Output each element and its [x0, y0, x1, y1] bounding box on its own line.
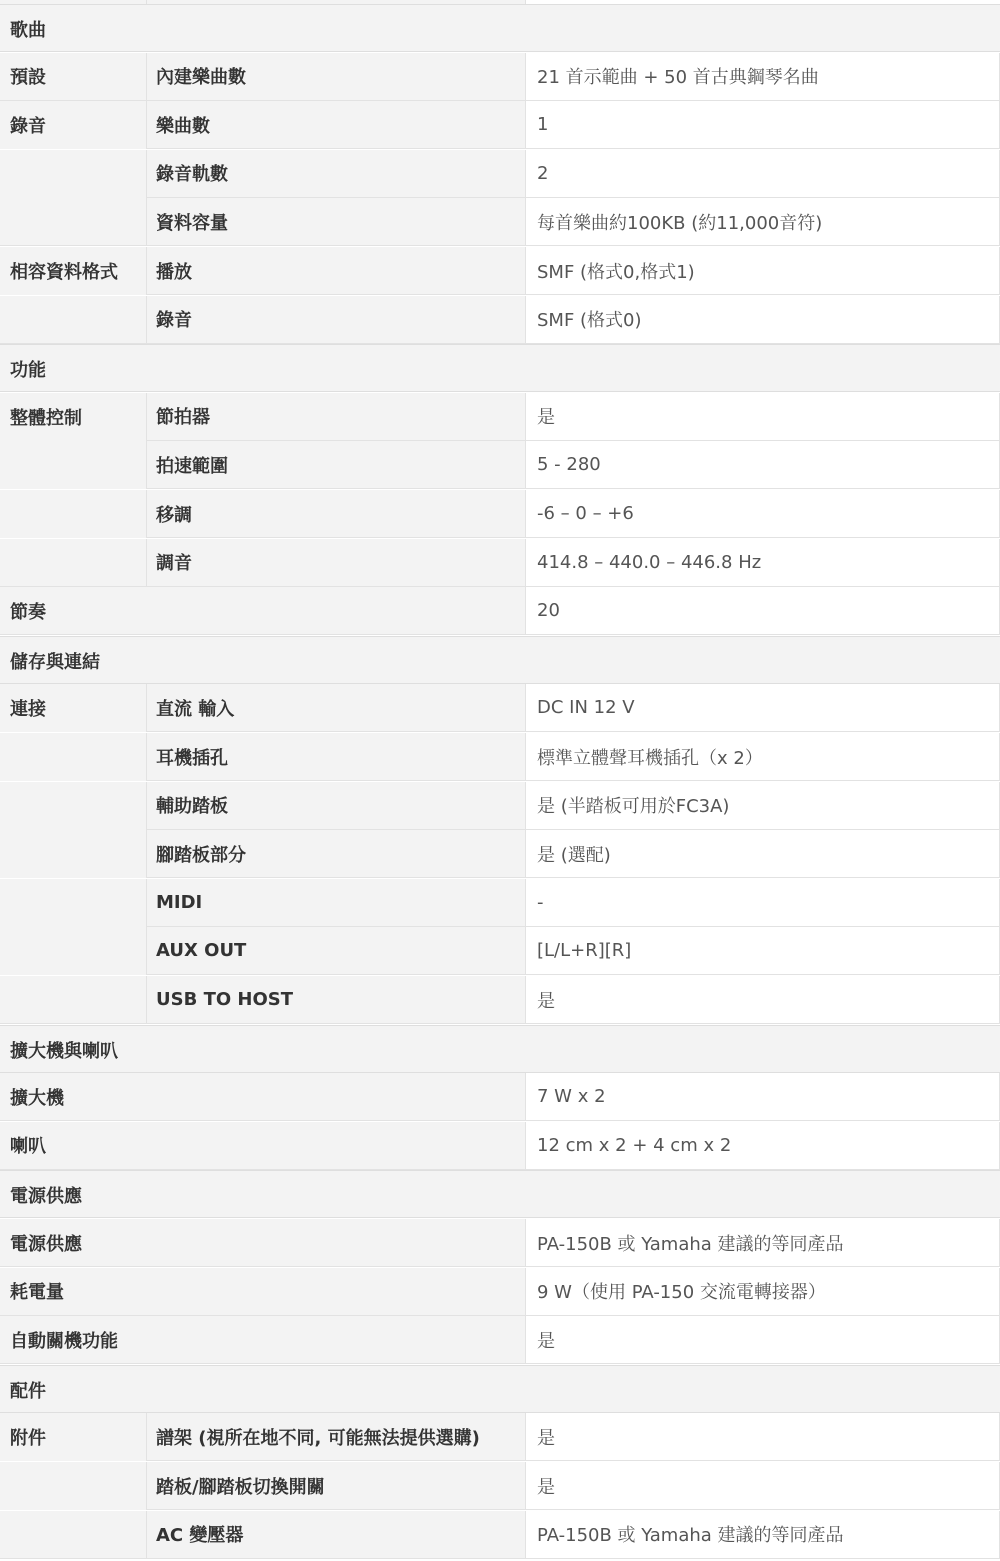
section-header [0, 1025, 1000, 1073]
spec-label: 拍速範圍 [147, 441, 526, 489]
table-row [0, 490, 1000, 538]
spec-value: 是 (半踏板可用於FC3A) [526, 782, 1000, 830]
section-header [0, 636, 1000, 684]
spec-value: 20 [526, 587, 1000, 635]
spec-value: 標準立體聲耳機插孔（x 2） [526, 733, 1000, 781]
table-row [0, 587, 1000, 635]
group-label: 連接 [0, 684, 147, 732]
group-label: 整體控制 [0, 393, 147, 441]
spec-value: 2 [526, 150, 1000, 198]
spec-value: SMF (格式0) [526, 296, 1000, 344]
section-header [0, 344, 1000, 392]
table-row [0, 976, 1000, 1024]
table-row [0, 296, 1000, 344]
spec-label: 錄音軌數 [147, 150, 526, 198]
spec-value: 5 - 280 [526, 441, 1000, 489]
spec-value: 是 [526, 1413, 1000, 1461]
group-label [0, 927, 147, 975]
spec-label: 腳踏板部分 [147, 830, 526, 878]
section-header [0, 1170, 1000, 1218]
table-row [0, 830, 1000, 878]
spec-value: 是 (選配) [526, 830, 1000, 878]
spec-label: 電源供應 [0, 1219, 526, 1267]
table-row [0, 150, 1000, 198]
group-label [0, 1511, 147, 1559]
group-label: 相容資料格式 [0, 247, 147, 295]
spec-value: PA-150B 或 Yamaha 建議的等同產品 [526, 1219, 1000, 1267]
table-row [0, 733, 1000, 781]
group-label [0, 539, 147, 587]
spec-label: 資料容量 [147, 198, 526, 246]
spec-label: MIDI [147, 879, 526, 927]
group-label [0, 976, 147, 1024]
table-row [0, 879, 1000, 927]
spec-value: 每首樂曲約100KB (約11,000音符) [526, 198, 1000, 246]
table-row [0, 1413, 1000, 1461]
spec-label: 耳機插孔 [147, 733, 526, 781]
spec-label: 輔助踏板 [147, 782, 526, 830]
spec-label: 內建樂曲數 [147, 53, 526, 101]
section-header [0, 4, 1000, 52]
table-row [0, 53, 1000, 101]
section-header [0, 1365, 1000, 1413]
table-row [0, 441, 1000, 489]
spec-label: 節拍器 [147, 393, 526, 441]
table-row [0, 101, 1000, 149]
spec-label: 自動關機功能 [0, 1316, 526, 1364]
spec-value: 是 [526, 1316, 1000, 1364]
spec-label: 直流 輸入 [147, 684, 526, 732]
spec-label: 耗電量 [0, 1268, 526, 1316]
table-row [0, 1073, 1000, 1121]
group-label [0, 441, 147, 489]
table-row [0, 1219, 1000, 1267]
spec-label: 調音 [147, 539, 526, 587]
spec-value: 是 [526, 393, 1000, 441]
spec-label: AC 變壓器 [147, 1511, 526, 1559]
spec-label: 樂曲數 [147, 101, 526, 149]
spec-label: 譜架 (視所在地不同, 可能無法提供選購) [147, 1413, 526, 1461]
table-row [0, 198, 1000, 246]
group-label: 預設 [0, 53, 147, 101]
group-label: 錄音 [0, 101, 147, 149]
group-label [0, 198, 147, 246]
spec-label: 擴大機 [0, 1073, 526, 1121]
table-row [0, 247, 1000, 295]
spec-value: [L/L+R][R] [526, 927, 1000, 975]
spec-value: 414.8 – 440.0 – 446.8 Hz [526, 539, 1000, 587]
spec-label: 踏板/腳踏板切換開關 [147, 1462, 526, 1510]
spec-value: 是 [526, 976, 1000, 1024]
group-label: 附件 [0, 1413, 147, 1461]
spec-label: 移調 [147, 490, 526, 538]
spec-value: 21 首示範曲 + 50 首古典鋼琴名曲 [526, 53, 1000, 101]
spec-value: SMF (格式0,格式1) [526, 247, 1000, 295]
table-row [0, 1462, 1000, 1510]
section-title: 電源供應 [10, 1186, 82, 1208]
spec-value: 1 [526, 101, 1000, 149]
group-label [0, 150, 147, 198]
group-label [0, 733, 147, 781]
spec-label: 節奏 [0, 587, 526, 635]
spec-value: PA-150B 或 Yamaha 建議的等同產品 [526, 1511, 1000, 1559]
section-title: 歌曲 [10, 20, 46, 41]
section-title: 配件 [10, 1380, 46, 1402]
group-label [0, 830, 147, 878]
table-row [0, 927, 1000, 975]
group-label [0, 879, 147, 927]
table-row [0, 782, 1000, 830]
spec-label: USB TO HOST [147, 976, 526, 1024]
spec-value: DC IN 12 V [526, 684, 1000, 732]
spec-label: 錄音 [147, 296, 526, 344]
table-row [0, 1316, 1000, 1364]
spec-value: -6 – 0 – +6 [526, 490, 1000, 538]
spec-value: 9 W（使用 PA-150 交流電轉接器） [526, 1268, 1000, 1316]
spec-value: 是 [526, 1462, 1000, 1510]
table-row [0, 393, 1000, 441]
table-row [0, 1268, 1000, 1316]
spec-label: AUX OUT [147, 927, 526, 975]
table-row [0, 539, 1000, 587]
spec-label: 喇叭 [0, 1122, 526, 1170]
spec-label: 播放 [147, 247, 526, 295]
spec-value: - [526, 879, 1000, 927]
section-title: 擴大機與喇叭 [10, 1040, 118, 1062]
table-row [0, 684, 1000, 732]
spec-value: 12 cm x 2 + 4 cm x 2 [526, 1122, 1000, 1170]
table-row [0, 1122, 1000, 1170]
group-label [0, 782, 147, 830]
table-row [0, 1511, 1000, 1559]
section-title: 儲存與連結 [10, 651, 100, 673]
spec-value: 7 W x 2 [526, 1073, 1000, 1121]
group-label [0, 490, 147, 538]
section-title: 功能 [10, 360, 46, 382]
group-label [0, 1462, 147, 1510]
group-label [0, 296, 147, 344]
